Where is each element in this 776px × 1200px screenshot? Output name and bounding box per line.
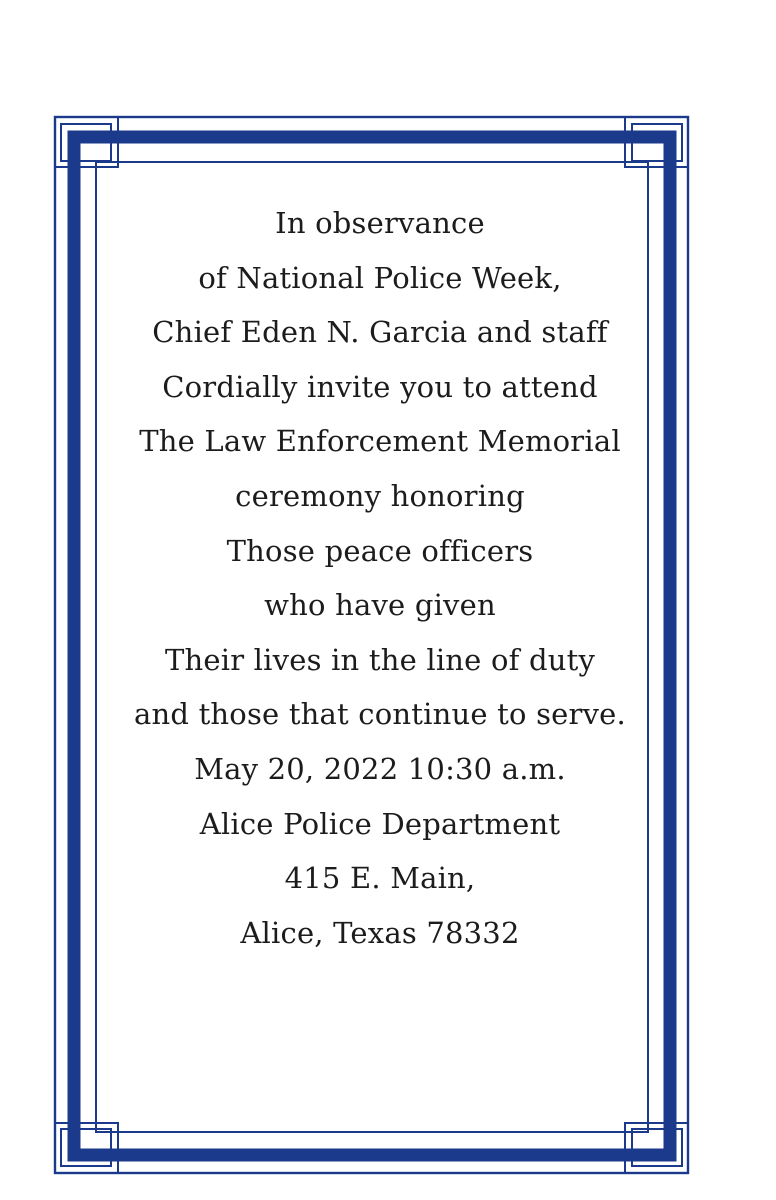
invitation-text xyxy=(110,196,650,960)
invitation-line-police-week: of National Police Week, xyxy=(198,260,562,295)
event-street-address: 415 E. Main, xyxy=(284,861,476,896)
invitation-line-ceremony: ceremony honoring xyxy=(235,478,525,513)
invitation-line-chief: Chief Eden N. Garcia and staff xyxy=(152,315,608,350)
corner-ornament-bottom-right xyxy=(625,1123,688,1173)
event-city-state-zip: Alice, Texas 78332 xyxy=(240,915,520,950)
event-date-time: May 20, 2022 10:30 a.m. xyxy=(194,751,566,786)
invitation-line-lives: Their lives in the line of duty xyxy=(164,642,596,677)
corner-ornament-bottom-left xyxy=(55,1123,118,1173)
invitation-line-observance: In observance xyxy=(275,206,485,240)
invitation-line-serve: and those that continue to serve. xyxy=(134,697,626,732)
invitation-line-memorial: The Law Enforcement Memorial xyxy=(139,424,621,459)
invitation-line-given: who have given xyxy=(264,588,496,623)
event-venue: Alice Police Department xyxy=(199,806,561,841)
invitation-line-peace-officers: Those peace officers xyxy=(226,533,534,568)
invitation-line-invite: Cordially invite you to attend xyxy=(162,369,598,404)
